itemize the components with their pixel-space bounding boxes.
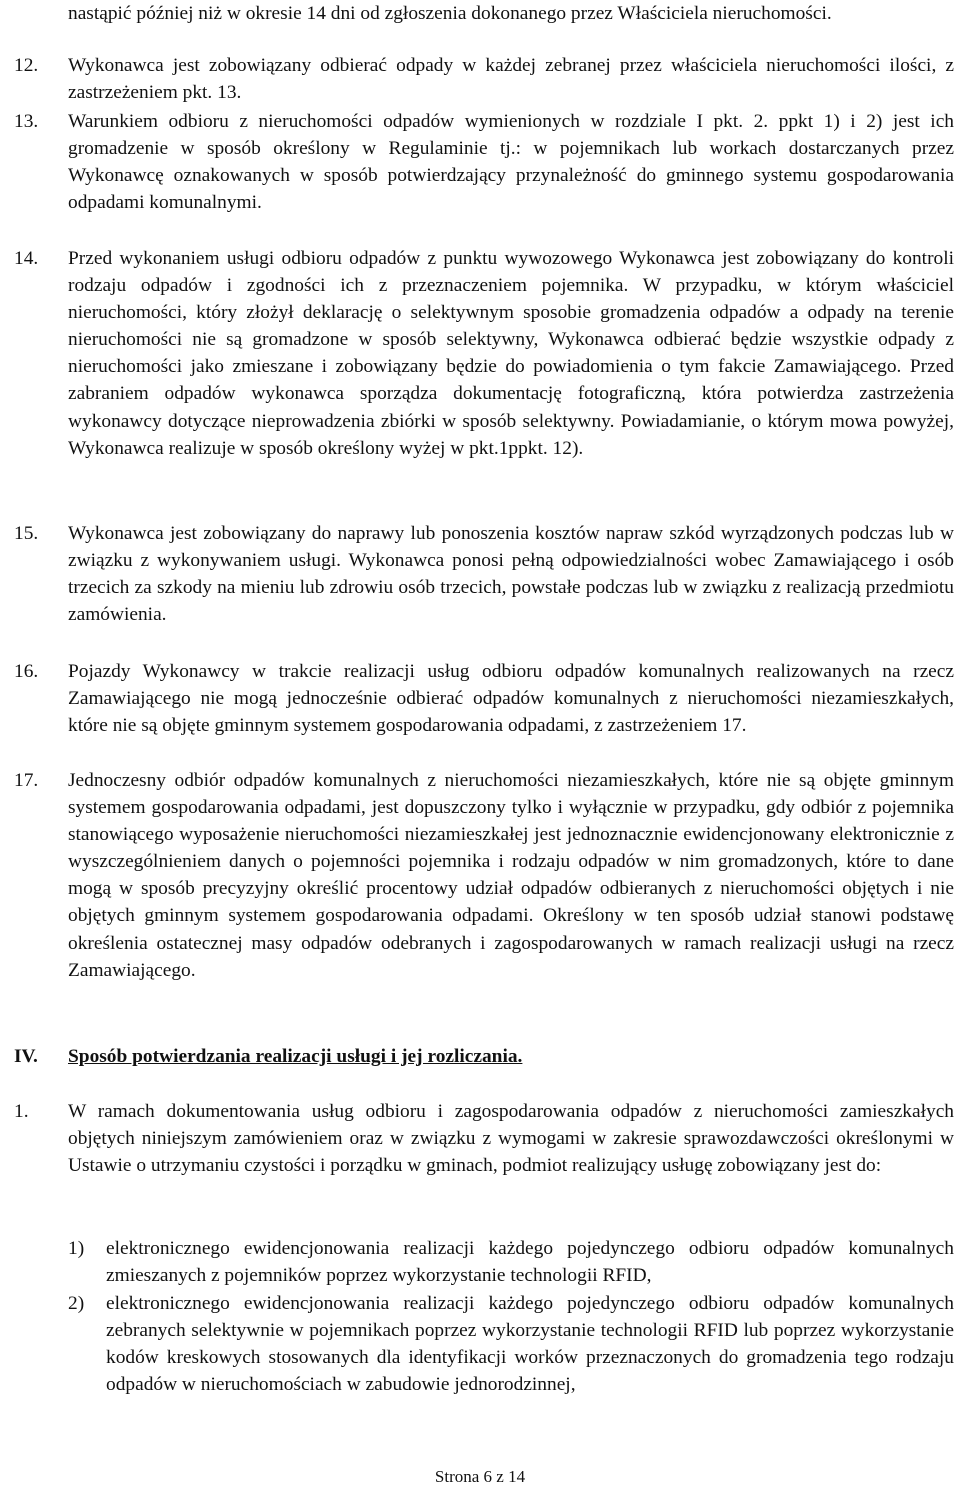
section-heading [0,1043,954,1070]
item-number: 17. [14,770,39,791]
item-text: Wykonawca jest zobowiązany odbierać odpady w każdej zebranej przez właściciela nieruchomości ilości, z zastrzeżeniem pkt. 13. [68,55,954,104]
section-number: IV. [14,1046,38,1067]
item-number: 16. [14,661,39,682]
item-text: Wykonawca jest zobowiązany do naprawy lub ponoszenia kosztów napraw szkód wyrządzonych podczas lub w związku z wykonywaniem usługi. Wykonawca ponosi pełną odpowiedzialności wobec Zamawiającego i osób trzecich za szkody na mieniu lub zdrowiu osób trzecich, powstałe podczas lub w związku z realizacją przedmiotu zamówienia. [68,523,954,626]
list-item-16 [0,658,954,739]
item-number: 12. [14,55,39,76]
section-title: Sposób potwierdzania realizacji usługi i jej rozliczania. [68,1046,523,1067]
item-text: Warunkiem odbioru z nieruchomości odpadów wymienionych w rozdziale I pkt. 2. ppkt 1) i 2) jest ich gromadzenie w sposób określony w Regulaminie tj.: w pojemnikach lub workach dostarczanych przez Wykonawcę oznakowanych w sposób potwierdzający przynależność do gminnego systemu gospodarowania odpadami komunalnymi. [68,111,954,214]
list-item-17 [0,767,954,984]
item-text: Jednoczesny odbiór odpadów komunalnych z nieruchomości niezamieszkałych, które nie są objęte gminnym systemem gospodarowania odpadami, jest dopuszczony tylko i wyłącznie w przypadku, gdy odbiór z pojemnika stanowiącego wyposażenie nieruchomości niezamieszkałej jest jednoznacznie ewidencjonowany elektronicznie z wyszczególnieniem danych o pojemności pojemnika i rodzaju odpadów w nim gromadzonych, które to dane mogą w sposób precyzyjny określić procentowy udział odpadów odbieranych z nieruchomości objętych i nie objętych gminnym systemem gospodarowania odpadami. Określony w ten sposób udział stanowi podstawę określenia ostatecznej masy odpadów odebranych i zagospodarowanych w ramach realizacji usługi na rzecz Zamawiającego. [68,770,954,981]
page-footer: Strona 6 z 14 [434,1467,526,1486]
item-text: nastąpić później niż w okresie 14 dni od zgłoszenia dokonanego przez Właściciela nieruchomości. [68,3,832,24]
list-item-13 [0,108,954,216]
list-item-12 [0,52,954,106]
sub-item-number: 2) [68,1293,85,1314]
sub-item-text: elektronicznego ewidencjonowania realizacji każdego pojedynczego odbioru odpadów komunalnych zmieszanych z pojemników poprzez wykorzystanie technologii RFID, [106,1238,954,1287]
point-1 [0,1098,954,1179]
sub-item-text: elektronicznego ewidencjonowania realizacji każdego pojedynczego odbioru odpadów komunalnych zebranych selektywnie w pojemnikach poprzez wykorzystanie technologii RFID lub poprzez wykorzystanie kodów kreskowych stosowanych dla identyfikacji worków przeznaczonych do gromadzenia tego rodzaju odpadów w nieruchomościach w zabudowie jednorodzinnej, [106,1293,954,1396]
item-number: 14. [14,248,39,269]
sub-item-number: 1) [68,1238,85,1259]
list-item-continuation [0,0,954,27]
item-number: 15. [14,523,39,544]
list-item-15 [0,520,954,628]
item-text: Pojazdy Wykonawcy w trakcie realizacji usług odbioru odpadów komunalnych realizowanych na rzecz Zamawiającego nie mogą jednocześnie odbierać odpadów komunalnych z nieruchomości niezamieszkałych, które nie są objęte gminnym systemem gospodarowania odpadami, z zastrzeżeniem 17. [68,661,954,737]
sub-item-2 [0,1290,954,1398]
point-text: W ramach dokumentowania usług odbioru i zagospodarowania odpadów z nieruchomości zamieszkałych objętych niniejszym zamówieniem oraz w związku z wymogami w zakresie sprawozdawczości określonymi w Ustawie o utrzymaniu czystości i porządku w gminach, podmiot realizujący usługę zobowiązany jest do: [68,1101,954,1177]
point-number: 1. [14,1101,29,1122]
list-item-14 [0,245,954,462]
item-text: Przed wykonaniem usługi odbioru odpadów z punktu wywozowego Wykonawca jest zobowiązany do kontroli rodzaju odpadów i zgodności ich z przeznaczeniem pojemnika. W przypadku, w którym właściciel nieruchomości, który złożył deklarację o selektywnym sposobie gromadzenia odpadów a odpady na terenie nieruchomości nie są gromadzone w sposób selektywny, Wykonawca odbierać będzie wszystkie odpady z nieruchomości jako zmieszane i zobowiązany będzie do powiadomienia o tym fakcie Zamawiającego. Przed zabraniem odpadów wykonawca sporządza dokumentację fotograficzną, która potwierdza zastrzeżenia wykonawcy dotyczące nieprowadzenia zbiórki w sposób selektywny. Powiadamianie, o którym mowa powyżej, Wykonawca realizuje w sposób określony wyżej w pkt.1ppkt. 12). [68,248,954,459]
item-number: 13. [14,111,39,132]
sub-item-1 [0,1235,954,1289]
